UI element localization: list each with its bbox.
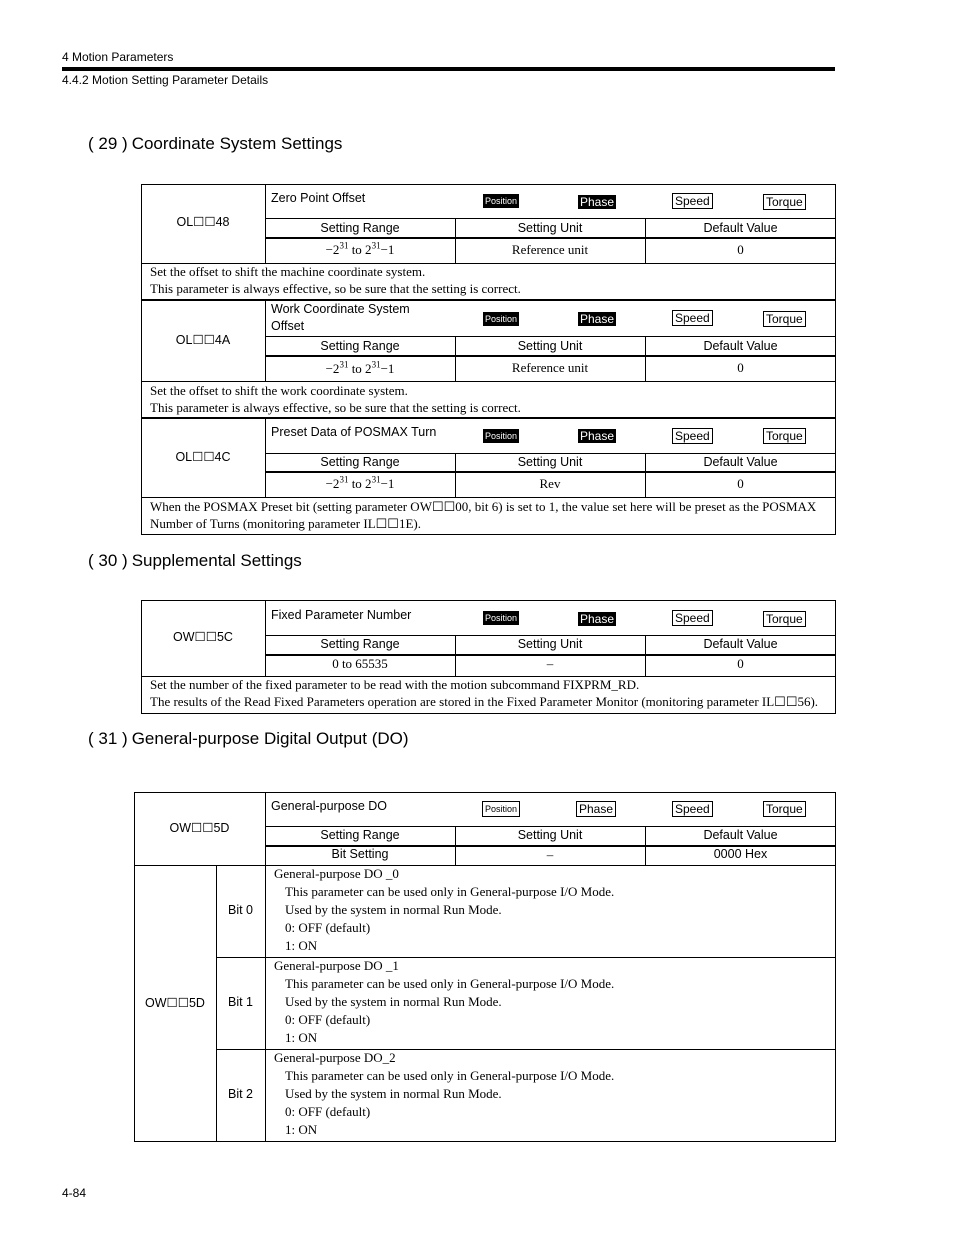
section-number: ( 30 ) — [88, 551, 128, 570]
description-line: Set the offset to shift the work coordinate system. — [150, 383, 408, 398]
bit-title: General-purpose DO_2 — [274, 1050, 396, 1065]
range-exponent: 31 — [371, 240, 381, 251]
divider — [141, 497, 836, 498]
divider — [265, 453, 836, 454]
bit-line: 0: OFF (default) — [285, 1012, 371, 1027]
bit-line: This parameter can be used only in General-purpose I/O Mode. — [285, 1068, 615, 1083]
bit-description — [274, 957, 614, 1047]
bit-label: Bit 2 — [227, 1087, 253, 1101]
bit-line: Used by the system in normal Run Mode. — [285, 994, 502, 1009]
description-line: This parameter is always effective, so be sure that the setting is correct. — [150, 280, 521, 296]
section-title-text: Supplemental Settings — [131, 551, 302, 570]
torque-badge: Torque — [763, 801, 806, 817]
range-part: to 2 — [348, 242, 372, 257]
bit-label: Bit 0 — [227, 903, 253, 917]
col-header-unit: Setting Unit — [517, 828, 583, 842]
divider — [265, 218, 836, 219]
position-badge: Position — [485, 613, 518, 623]
col-header-range: Setting Range — [320, 637, 400, 651]
description-line: Number of Turns (monitoring parameter IL☐☐1E). — [150, 515, 421, 531]
bit-title: General-purpose DO _1 — [274, 958, 399, 973]
param-description — [150, 383, 521, 416]
setting-range: Bit Setting — [331, 847, 389, 861]
range-part: −2 — [325, 361, 340, 376]
section-title-text: General-purpose Digital Output (DO) — [131, 729, 409, 748]
col-header-default: Default Value — [703, 221, 778, 235]
register-name: OW☐☐5C — [173, 630, 233, 644]
bit-line: 0: OFF (default) — [285, 1104, 371, 1119]
section-title-29 — [88, 134, 342, 154]
register-name: OL☐☐48 — [176, 215, 230, 229]
param-description — [150, 677, 818, 710]
torque-badge: Torque — [763, 428, 806, 444]
col-header-range: Setting Range — [320, 455, 400, 469]
torque-badge: Torque — [763, 311, 806, 327]
divider — [141, 417, 836, 419]
setting-range — [265, 361, 455, 377]
range-part: −1 — [380, 476, 395, 491]
register-name: OL☐☐4C — [175, 450, 231, 464]
divider — [265, 471, 836, 473]
divider — [265, 865, 266, 1142]
description-line: Set the offset to shift the machine coordinate system. — [150, 264, 426, 279]
divider — [141, 299, 836, 301]
divider — [265, 635, 836, 636]
col-header-unit: Setting Unit — [517, 637, 583, 651]
page-number: 4-84 — [62, 1186, 87, 1200]
bit-line: Used by the system in normal Run Mode. — [285, 1086, 502, 1101]
speed-badge: Speed — [672, 310, 713, 326]
speed-badge: Speed — [672, 193, 713, 209]
param-name: Fixed Parameter Number — [271, 608, 412, 622]
setting-range — [265, 476, 455, 492]
col-header-range: Setting Range — [320, 828, 400, 842]
setting-range: 0 to 65535 — [332, 656, 388, 671]
description-line: This parameter is always effective, so be sure that the setting is correct. — [150, 399, 521, 415]
bit-description — [274, 1049, 614, 1139]
phase-badge: Phase — [580, 429, 615, 443]
position-badge: Position — [485, 196, 518, 206]
bit-line: 1: ON — [285, 1122, 318, 1137]
chapter-header: 4 Motion Parameters — [62, 50, 174, 64]
position-badge: Position — [482, 801, 520, 817]
col-header-default: Default Value — [703, 637, 778, 651]
default-value: 0 — [737, 656, 744, 671]
divider — [265, 336, 836, 337]
default-value: 0000 Hex — [713, 847, 768, 861]
range-part: −2 — [325, 242, 340, 257]
setting-range — [265, 242, 455, 258]
bit-line: Used by the system in normal Run Mode. — [285, 902, 502, 917]
phase-badge: Phase — [576, 801, 616, 817]
speed-badge: Speed — [672, 610, 713, 626]
bit-label: Bit 1 — [227, 995, 253, 1009]
default-value: 0 — [737, 242, 744, 257]
param-name-line: Offset — [271, 318, 305, 333]
speed-badge: Speed — [672, 428, 713, 444]
description-line: When the POSMAX Preset bit (setting parameter OW☐☐00, bit 6) is set to 1, the value set here will be preset as the POSMAX — [150, 499, 817, 514]
param-name — [271, 301, 410, 334]
setting-unit: Reference unit — [511, 360, 589, 375]
bit-line: This parameter can be used only in General-purpose I/O Mode. — [285, 884, 615, 899]
range-exponent: 31 — [371, 359, 381, 370]
torque-badge: Torque — [763, 194, 806, 210]
range-part: −2 — [325, 476, 340, 491]
col-header-default: Default Value — [703, 339, 778, 353]
torque-badge: Torque — [763, 611, 806, 627]
section-title-31 — [88, 729, 409, 749]
default-value: 0 — [737, 360, 744, 375]
bit-line: 0: OFF (default) — [285, 920, 371, 935]
divider — [265, 355, 836, 357]
range-exponent: 31 — [339, 240, 349, 251]
description-line: The results of the Read Fixed Parameters operation are stored in the Fixed Parameter Monitor (monitoring parameter IL☐☐56). — [150, 693, 819, 709]
header-rule — [62, 67, 835, 71]
setting-unit: – — [546, 656, 554, 671]
register-name: OL☐☐4A — [175, 333, 231, 347]
range-part: to 2 — [348, 361, 372, 376]
section-number: ( 29 ) — [88, 134, 128, 153]
phase-badge: Phase — [580, 195, 615, 209]
section-header: 4.4.2 Motion Setting Parameter Details — [62, 73, 269, 87]
range-exponent: 31 — [339, 474, 349, 485]
phase-badge: Phase — [580, 312, 615, 326]
bit-line: This parameter can be used only in General-purpose I/O Mode. — [285, 976, 615, 991]
param-name: Preset Data of POSMAX Turn — [271, 425, 437, 439]
col-header-unit: Setting Unit — [517, 221, 583, 235]
bits-register-name: OW☐☐5D — [145, 996, 205, 1010]
phase-badge: Phase — [580, 612, 615, 626]
bit-line: 1: ON — [285, 1030, 318, 1045]
col-header-default: Default Value — [703, 455, 778, 469]
bit-description — [274, 865, 614, 955]
description-line: Set the number of the fixed parameter to be read with the motion subcommand FIXPRM_RD. — [150, 677, 640, 692]
range-exponent: 31 — [339, 359, 349, 370]
register-name: OW☐☐5D — [169, 821, 230, 835]
col-header-default: Default Value — [703, 828, 778, 842]
section-title-30 — [88, 551, 302, 571]
col-header-range: Setting Range — [320, 339, 400, 353]
range-exponent: 31 — [371, 474, 381, 485]
position-badge: Position — [485, 431, 518, 441]
section-number: ( 31 ) — [88, 729, 128, 748]
setting-unit: Rev — [539, 476, 561, 491]
position-badge: Position — [485, 314, 518, 324]
section-title-text: Coordinate System Settings — [131, 134, 343, 153]
param-name: General-purpose DO — [271, 799, 388, 813]
bit-line: 1: ON — [285, 938, 318, 953]
speed-badge: Speed — [672, 801, 713, 817]
col-header-unit: Setting Unit — [517, 339, 583, 353]
bit-title: General-purpose DO _0 — [274, 866, 399, 881]
divider — [265, 237, 836, 239]
param-description — [150, 264, 521, 297]
param-name-line: Work Coordinate System — [271, 302, 410, 316]
col-header-range: Setting Range — [320, 221, 400, 235]
setting-unit: – — [546, 847, 554, 862]
setting-unit: Reference unit — [511, 242, 589, 257]
param-name: Zero Point Offset — [271, 191, 366, 205]
range-part: −1 — [380, 361, 395, 376]
col-header-unit: Setting Unit — [517, 455, 583, 469]
range-part: to 2 — [348, 476, 372, 491]
param-description — [150, 499, 816, 532]
range-part: −1 — [380, 242, 395, 257]
default-value: 0 — [737, 476, 744, 491]
divider — [265, 826, 836, 827]
divider — [141, 381, 836, 382]
